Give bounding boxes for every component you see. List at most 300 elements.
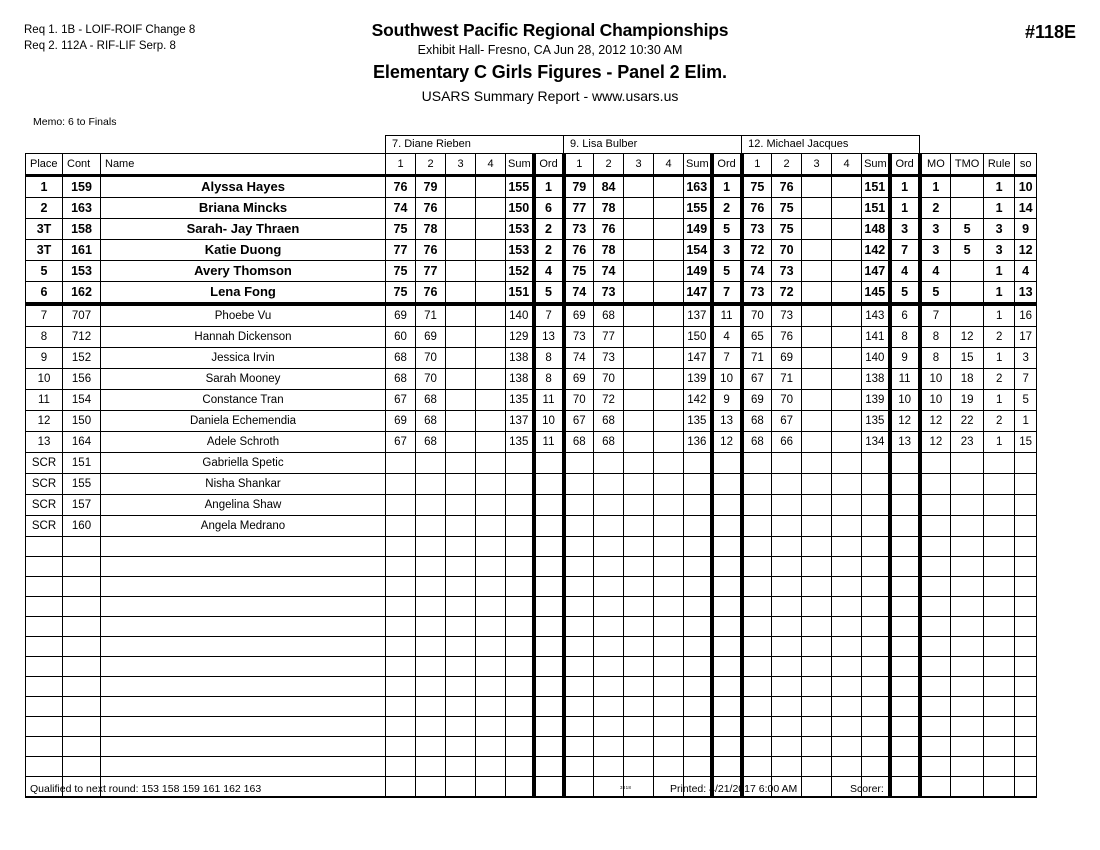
cell-fig-1-4: [476, 348, 506, 369]
cell-fig-2-3: [624, 617, 654, 637]
cell-fig-2-3: [624, 304, 654, 327]
cell-ord-2: 5: [712, 219, 742, 240]
cell-fig-1-4: [476, 637, 506, 657]
cell-rule: 1: [984, 348, 1015, 369]
cell-fig-3-3: [802, 240, 832, 261]
cell-fig-2-1: 73: [564, 327, 594, 348]
cell-fig-3-3: [802, 577, 832, 597]
cell-so: 10: [1015, 176, 1037, 198]
table-row-empty[interactable]: [26, 557, 1037, 577]
cell-fig-2-2: [594, 495, 624, 516]
cell-rule: [984, 637, 1015, 657]
memo-text: Memo: 6 to Finals: [33, 116, 117, 128]
table-row[interactable]: [26, 219, 1037, 240]
cell-fig-1-2: [416, 637, 446, 657]
cell-mo: 10: [920, 369, 951, 390]
cell-fig-3-4: [832, 617, 862, 637]
cell-name: [101, 637, 386, 657]
cell-ord-2: [712, 557, 742, 577]
cell-place: 7: [26, 304, 63, 327]
cell-ord-3: 3: [890, 219, 920, 240]
cell-fig-2-2: 78: [594, 198, 624, 219]
cell-name: Angela Medrano: [101, 516, 386, 537]
table-row[interactable]: [26, 474, 1037, 495]
cell-fig-2-2: 68: [594, 432, 624, 453]
cell-fig-3-4: [832, 348, 862, 369]
cell-fig-1-3: [446, 737, 476, 757]
table-row[interactable]: [26, 176, 1037, 198]
cell-cont: [63, 597, 101, 617]
cell-fig-1-1: 74: [386, 198, 416, 219]
cell-fig-3-3: [802, 677, 832, 697]
cell-fig-3-3: [802, 737, 832, 757]
cell-fig-1-2: 68: [416, 390, 446, 411]
cell-fig-2-1: 70: [564, 390, 594, 411]
table-row-empty[interactable]: [26, 757, 1037, 777]
table-row-empty[interactable]: [26, 637, 1037, 657]
cell-fig-3-1: 71: [742, 348, 772, 369]
cell-ord-3: 7: [890, 240, 920, 261]
cell-fig-3-3: [802, 597, 832, 617]
col-header-fig-3-2: 2: [772, 154, 802, 176]
cell-sum-1: 135: [506, 432, 534, 453]
cell-ord-1: 4: [534, 261, 564, 282]
cell-ord-1: 11: [534, 432, 564, 453]
report-code: 3818: [620, 785, 632, 790]
cell-fig-3-4: [832, 453, 862, 474]
cell-so: [1015, 453, 1037, 474]
table-row[interactable]: [26, 432, 1037, 453]
cell-rule: 3: [984, 219, 1015, 240]
cell-sum-3: [862, 516, 890, 537]
table-row[interactable]: [26, 411, 1037, 432]
cell-sum-3: [862, 537, 890, 557]
cell-fig-2-3: [624, 717, 654, 737]
table-row-empty[interactable]: [26, 577, 1037, 597]
cell-fig-3-4: [832, 516, 862, 537]
cell-fig-3-1: 68: [742, 411, 772, 432]
cell-fig-3-2: 73: [772, 261, 802, 282]
cell-fig-3-2: 70: [772, 240, 802, 261]
cell-sum-2: 137: [684, 304, 712, 327]
judge-name-1: 7. Diane Rieben: [386, 136, 564, 154]
cell-fig-1-1: 60: [386, 327, 416, 348]
cell-fig-2-2: [594, 557, 624, 577]
cell-sum-3: [862, 637, 890, 657]
cell-ord-1: [534, 677, 564, 697]
table-row-empty[interactable]: [26, 657, 1037, 677]
cell-fig-3-3: [802, 219, 832, 240]
cell-ord-3: [890, 697, 920, 717]
cell-cont: 153: [63, 261, 101, 282]
cell-fig-3-3: [802, 261, 832, 282]
table-row-empty[interactable]: [26, 717, 1037, 737]
table-row[interactable]: [26, 453, 1037, 474]
cell-fig-1-1: 77: [386, 240, 416, 261]
cell-fig-1-1: [386, 516, 416, 537]
cell-mo: [920, 717, 951, 737]
col-header-cont: Cont: [63, 154, 101, 176]
cell-sum-3: [862, 474, 890, 495]
cell-tmo: [951, 537, 984, 557]
cell-fig-3-2: [772, 577, 802, 597]
cell-place: [26, 677, 63, 697]
cell-fig-3-1: 65: [742, 327, 772, 348]
cell-fig-2-2: 73: [594, 348, 624, 369]
cell-fig-2-1: 73: [564, 219, 594, 240]
cell-fig-3-2: 76: [772, 327, 802, 348]
cell-sum-2: 149: [684, 219, 712, 240]
cell-rule: [984, 516, 1015, 537]
cell-ord-3: [890, 737, 920, 757]
cell-ord-1: [534, 597, 564, 617]
table-row[interactable]: [26, 198, 1037, 219]
table-row-empty[interactable]: [26, 537, 1037, 557]
cell-sum-3: 140: [862, 348, 890, 369]
cell-so: [1015, 677, 1037, 697]
cell-fig-2-1: 69: [564, 369, 594, 390]
cell-fig-2-3: [624, 453, 654, 474]
cell-ord-2: [712, 577, 742, 597]
cell-fig-2-1: [564, 737, 594, 757]
cell-fig-1-2: 76: [416, 282, 446, 305]
cell-sum-1: 129: [506, 327, 534, 348]
cell-sum-1: 138: [506, 348, 534, 369]
cell-mo: 2: [920, 198, 951, 219]
cell-mo: [920, 757, 951, 777]
cell-fig-3-4: [832, 717, 862, 737]
cell-fig-1-3: [446, 637, 476, 657]
cell-fig-2-4: [654, 390, 684, 411]
cell-name: [101, 737, 386, 757]
printed-stamp: Printed: 4/21/2017 6:00 AM: [670, 783, 798, 795]
cell-cont: 150: [63, 411, 101, 432]
cell-so: 16: [1015, 304, 1037, 327]
cell-fig-2-1: [564, 757, 594, 777]
cell-mo: 3: [920, 219, 951, 240]
cell-fig-1-2: [416, 516, 446, 537]
table-row-empty[interactable]: [26, 697, 1037, 717]
cell-fig-1-3: [446, 432, 476, 453]
cell-fig-3-4: [832, 390, 862, 411]
cell-so: [1015, 737, 1037, 757]
cell-fig-1-4: [476, 717, 506, 737]
cell-sum-1: [506, 737, 534, 757]
cell-fig-1-4: [476, 304, 506, 327]
col-header-fig-3-1: 1: [742, 154, 772, 176]
cell-so: [1015, 495, 1037, 516]
cell-name: Sarah Mooney: [101, 369, 386, 390]
table-row[interactable]: [26, 348, 1037, 369]
cell-ord-2: 5: [712, 261, 742, 282]
cell-fig-3-4: [832, 198, 862, 219]
cell-ord-2: 12: [712, 432, 742, 453]
cell-sum-2: 147: [684, 282, 712, 305]
cell-so: [1015, 537, 1037, 557]
cell-fig-1-4: [476, 261, 506, 282]
cell-fig-1-2: 76: [416, 240, 446, 261]
table-row[interactable]: [26, 282, 1037, 305]
cell-fig-3-2: [772, 474, 802, 495]
cell-tmo: [951, 737, 984, 757]
cell-mo: [920, 657, 951, 677]
cell-name: Nisha Shankar: [101, 474, 386, 495]
cell-tmo: [951, 697, 984, 717]
cell-fig-3-4: [832, 537, 862, 557]
cell-fig-2-2: 84: [594, 176, 624, 198]
col-header-fig-2-2: 2: [594, 154, 624, 176]
cell-fig-3-3: [802, 495, 832, 516]
cell-ord-1: 8: [534, 348, 564, 369]
cell-tmo: [951, 176, 984, 198]
cell-fig-1-3: [446, 453, 476, 474]
cell-sum-3: [862, 557, 890, 577]
cell-fig-1-3: [446, 240, 476, 261]
cell-cont: 712: [63, 327, 101, 348]
cell-cont: [63, 617, 101, 637]
cell-place: [26, 557, 63, 577]
cell-fig-3-1: 74: [742, 261, 772, 282]
cell-fig-3-1: [742, 657, 772, 677]
cell-fig-3-3: [802, 657, 832, 677]
cell-fig-3-1: [742, 737, 772, 757]
cell-fig-2-1: [564, 557, 594, 577]
cell-fig-1-3: [446, 577, 476, 597]
cell-tmo: 19: [951, 390, 984, 411]
table-row-empty[interactable]: [26, 737, 1037, 757]
cell-fig-2-3: [624, 390, 654, 411]
cell-ord-1: 8: [534, 369, 564, 390]
cell-sum-1: [506, 474, 534, 495]
cell-sum-1: [506, 453, 534, 474]
cell-fig-2-3: [624, 557, 654, 577]
cell-fig-2-3: [624, 537, 654, 557]
cell-ord-3: [890, 577, 920, 597]
col-header-so: so: [1015, 154, 1037, 176]
cell-fig-1-1: [386, 474, 416, 495]
cell-ord-1: 1: [534, 176, 564, 198]
cell-fig-1-4: [476, 453, 506, 474]
col-header-name: Name: [101, 154, 386, 176]
cell-fig-1-3: [446, 537, 476, 557]
cell-fig-2-3: [624, 697, 654, 717]
cell-mo: [920, 597, 951, 617]
cell-fig-1-1: [386, 537, 416, 557]
cell-sum-2: [684, 757, 712, 777]
cell-tmo: [951, 495, 984, 516]
cell-rule: 2: [984, 411, 1015, 432]
cell-fig-2-2: [594, 677, 624, 697]
cell-sum-2: [684, 474, 712, 495]
cell-so: 1: [1015, 411, 1037, 432]
cell-fig-2-1: [564, 597, 594, 617]
cell-fig-2-1: 69: [564, 304, 594, 327]
cell-sum-2: [684, 537, 712, 557]
table-row[interactable]: [26, 261, 1037, 282]
cell-sum-2: 163: [684, 176, 712, 198]
cell-fig-1-1: 67: [386, 390, 416, 411]
cell-fig-1-1: 69: [386, 411, 416, 432]
cell-sum-2: 135: [684, 411, 712, 432]
cell-fig-1-4: [476, 757, 506, 777]
table-row[interactable]: [26, 369, 1037, 390]
cell-sum-1: 137: [506, 411, 534, 432]
cell-fig-1-4: [476, 474, 506, 495]
cell-name: Adele Schroth: [101, 432, 386, 453]
cell-fig-2-4: [654, 219, 684, 240]
col-header-sum-3: Sum: [862, 154, 890, 176]
cell-name: [101, 617, 386, 637]
table-row[interactable]: [26, 390, 1037, 411]
cell-ord-3: [890, 677, 920, 697]
cell-so: 15: [1015, 432, 1037, 453]
cell-fig-1-4: [476, 537, 506, 557]
cell-mo: 7: [920, 304, 951, 327]
cell-cont: 160: [63, 516, 101, 537]
table-row[interactable]: [26, 495, 1037, 516]
cell-sum-2: 136: [684, 432, 712, 453]
cell-mo: [920, 637, 951, 657]
cell-name: Daniela Echemendia: [101, 411, 386, 432]
cell-fig-3-4: [832, 411, 862, 432]
cell-fig-1-4: [476, 240, 506, 261]
cell-mo: 10: [920, 390, 951, 411]
cell-fig-2-3: [624, 348, 654, 369]
cell-fig-3-3: [802, 757, 832, 777]
cell-ord-3: 1: [890, 198, 920, 219]
cell-cont: [63, 677, 101, 697]
cell-rule: [984, 474, 1015, 495]
cell-rule: [984, 537, 1015, 557]
cell-mo: [920, 516, 951, 537]
cell-ord-3: [890, 717, 920, 737]
table-row[interactable]: [26, 516, 1037, 537]
cell-fig-1-3: [446, 348, 476, 369]
cell-mo: 5: [920, 282, 951, 305]
cell-place: 11: [26, 390, 63, 411]
cell-place: [26, 717, 63, 737]
requirements-block: [24, 22, 195, 54]
cell-ord-2: [712, 495, 742, 516]
cell-fig-3-1: [742, 757, 772, 777]
cell-name: [101, 677, 386, 697]
cell-fig-1-3: [446, 411, 476, 432]
cell-fig-3-2: [772, 537, 802, 557]
cell-sum-3: [862, 677, 890, 697]
cell-fig-2-2: [594, 516, 624, 537]
cell-fig-3-2: 73: [772, 304, 802, 327]
cell-fig-3-2: [772, 597, 802, 617]
cell-fig-1-4: [476, 697, 506, 717]
cell-fig-3-3: [802, 327, 832, 348]
cell-sum-3: [862, 757, 890, 777]
cell-fig-1-3: [446, 617, 476, 637]
table-row-empty[interactable]: [26, 677, 1037, 697]
cell-fig-2-4: [654, 453, 684, 474]
col-header-place: Place: [26, 154, 63, 176]
cell-place: 13: [26, 432, 63, 453]
cell-mo: 12: [920, 432, 951, 453]
cell-name: [101, 597, 386, 617]
cell-tmo: [951, 516, 984, 537]
table-row-empty[interactable]: [26, 617, 1037, 637]
cell-fig-1-2: [416, 474, 446, 495]
cell-tmo: 23: [951, 432, 984, 453]
cell-fig-1-4: [476, 411, 506, 432]
cell-rule: [984, 597, 1015, 617]
cell-fig-2-4: [654, 369, 684, 390]
table-row[interactable]: [26, 304, 1037, 327]
cell-fig-1-2: [416, 453, 446, 474]
cell-fig-2-1: [564, 474, 594, 495]
cell-place: [26, 657, 63, 677]
cell-fig-1-4: [476, 198, 506, 219]
cell-sum-3: 135: [862, 411, 890, 432]
cell-ord-2: 2: [712, 198, 742, 219]
cell-fig-2-3: [624, 474, 654, 495]
cell-rule: 1: [984, 432, 1015, 453]
cell-fig-3-4: [832, 327, 862, 348]
qualified-list: Qualified to next round: 153 158 159 161 162 163: [30, 783, 262, 795]
cell-sum-1: 155: [506, 176, 534, 198]
cell-name: Angelina Shaw: [101, 495, 386, 516]
cell-ord-2: [712, 453, 742, 474]
cell-place: 1: [26, 176, 63, 198]
cell-sum-3: [862, 697, 890, 717]
table-row[interactable]: [26, 240, 1037, 261]
cell-fig-2-3: [624, 677, 654, 697]
cell-fig-2-1: 79: [564, 176, 594, 198]
cell-sum-2: [684, 697, 712, 717]
table-row[interactable]: [26, 327, 1037, 348]
cell-mo: [920, 474, 951, 495]
cell-name: Sarah- Jay Thraen: [101, 219, 386, 240]
cell-fig-1-1: [386, 677, 416, 697]
cell-fig-1-2: 70: [416, 348, 446, 369]
cell-fig-2-3: [624, 240, 654, 261]
cell-sum-3: 143: [862, 304, 890, 327]
cell-sum-1: [506, 516, 534, 537]
table-row-empty[interactable]: [26, 597, 1037, 617]
cell-fig-3-2: [772, 495, 802, 516]
cell-fig-3-1: [742, 453, 772, 474]
cell-fig-2-4: [654, 198, 684, 219]
cell-fig-3-3: [802, 304, 832, 327]
cell-fig-1-2: [416, 677, 446, 697]
cell-sum-1: 153: [506, 240, 534, 261]
cell-fig-3-2: 69: [772, 348, 802, 369]
cell-rule: 2: [984, 327, 1015, 348]
cell-fig-3-1: 73: [742, 219, 772, 240]
cell-fig-2-4: [654, 474, 684, 495]
cell-mo: 8: [920, 348, 951, 369]
cell-sum-2: [684, 637, 712, 657]
cell-fig-2-4: [654, 717, 684, 737]
cell-sum-3: [862, 597, 890, 617]
cell-ord-1: [534, 495, 564, 516]
cell-sum-1: 150: [506, 198, 534, 219]
cell-sum-2: [684, 717, 712, 737]
cell-rule: 3: [984, 240, 1015, 261]
cell-ord-3: 8: [890, 327, 920, 348]
cell-sum-2: [684, 495, 712, 516]
cell-fig-2-1: [564, 617, 594, 637]
cell-cont: [63, 737, 101, 757]
cell-sum-1: 151: [506, 282, 534, 305]
cell-fig-3-2: [772, 677, 802, 697]
cell-ord-2: 9: [712, 390, 742, 411]
competition-title: Southwest Pacific Regional Championships: [371, 20, 729, 40]
